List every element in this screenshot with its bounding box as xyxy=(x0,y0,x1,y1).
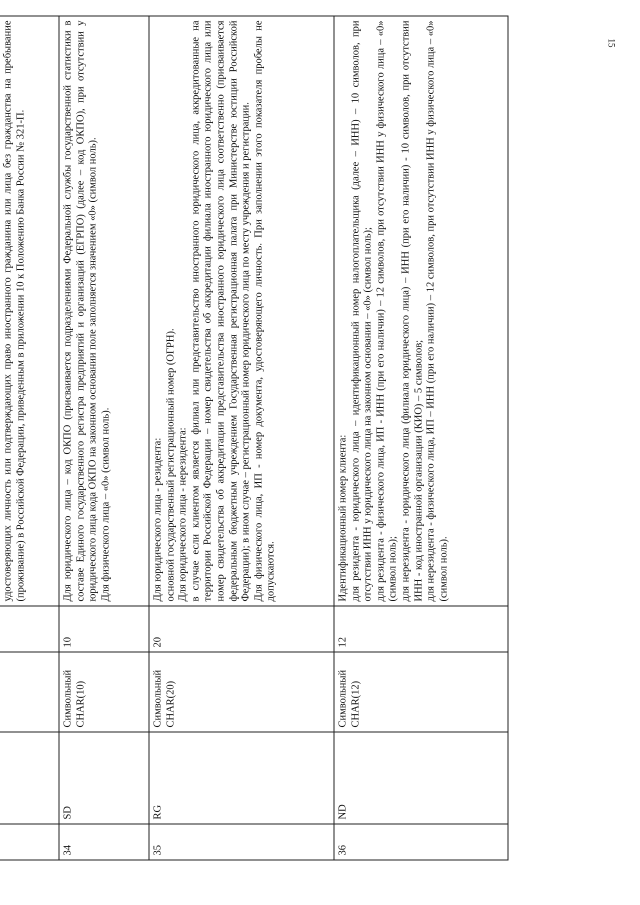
table-row xyxy=(59,16,149,860)
description-line: Для юридического лица - нерезидента: xyxy=(177,427,189,602)
description-line: основной государственный регистрационный номер (ОГРН). xyxy=(165,328,177,602)
description-line: Для физического лица – «0» (символ ноль). xyxy=(100,407,112,602)
description-line: для нерезидента - физического лица, ИП – ИНН (при его наличии) – 12 символов, при отсутствии ИНН у физического лица – «0» (символ ноль). xyxy=(425,20,450,602)
field-length xyxy=(0,606,59,652)
row-number xyxy=(0,824,59,860)
field-code: SD xyxy=(59,732,149,824)
description-line: для резидента - юридического лица – идентификационный номер налогоплательщика (далее – ИНН) – 10 символов, при отсутствии ИНН у юридического лица на законном основании – «0» (символ ноль); xyxy=(350,20,374,602)
field-code: ND xyxy=(334,732,508,824)
description-line: Идентификационный номер клиента: xyxy=(337,434,349,602)
table-row xyxy=(0,16,59,860)
description-line: Для юридического лица – код ОКПО (присваивается подразделениями Федеральной службы государственной статистики в составе Единого государственного регистра предприятий и организаций (ЕГРПО) (далее – код ОКПО), при отсутствии у юридического лица кода ОКПО на законном основании поле заполняется значением «0» (символ ноль). xyxy=(62,20,99,602)
field-type xyxy=(0,652,59,732)
table-row xyxy=(334,16,508,860)
field-type: Символьный CHAR(10) xyxy=(59,652,149,732)
field-code xyxy=(0,732,59,824)
table-row xyxy=(149,16,334,860)
field-description xyxy=(149,16,334,606)
field-type: Символьный CHAR(20) xyxy=(149,652,334,732)
fields-table xyxy=(0,16,509,861)
field-code: RG xyxy=(149,732,334,824)
description-line: для резидента - физического лица, ИП - ИНН (при его наличии) – 12 символов, при отсутствии ИНН у физического лица – «0» (символ ноль); xyxy=(375,20,399,602)
page-number: 15 xyxy=(606,38,617,48)
field-length: 10 xyxy=(59,606,149,652)
description-line: для нерезидента - юридического лица (филиала юридического лица) – ИНН (при его наличии) - 10 символов, при отсутствии ИНН - код иностранной организации (КИО) – 5 символов; xyxy=(400,20,425,602)
field-length: 12 xyxy=(334,606,508,652)
row-number: 34 xyxy=(59,824,149,860)
description-line: Для физического лица, ИП - номер документа, удостоверяющего личность. При заполнении этого показателя пробелы не допускаются. xyxy=(253,20,277,602)
field-description xyxy=(0,16,59,606)
description-line: Для юридического лица - резидента: xyxy=(152,437,164,602)
row-number: 35 xyxy=(149,824,334,860)
field-description xyxy=(59,16,149,606)
description-line: удостоверяющих личность или подтверждающих право иностранного гражданина или лица без гражданства на пребывание (проживание) в Российской Федерации, приведенным в приложении 10 к Положению Банка России № 321-П. xyxy=(2,20,27,602)
field-description xyxy=(334,16,508,606)
row-number: 36 xyxy=(334,824,508,860)
field-length: 20 xyxy=(149,606,334,652)
field-type: Символьный CHAR(12) xyxy=(334,652,508,732)
rotated-table-container xyxy=(0,16,509,861)
description-line: в случае если клиентом является филиал или представительство иностранного юридического лица, аккредитованные на территории Российской Федерации – номер свидетельства об аккредитации филиала иностранного юридического лица или номер свидетельства об аккредитации представительства иностранного юридического лица соответственно (присваивается федеральным бюджетным учреждением Государственная регистрационная палата при Министерстве юстиции Российской Федерации); в ином случае – регистрационный номер юридического лица по месту учреждения и регистрации. xyxy=(190,20,252,602)
